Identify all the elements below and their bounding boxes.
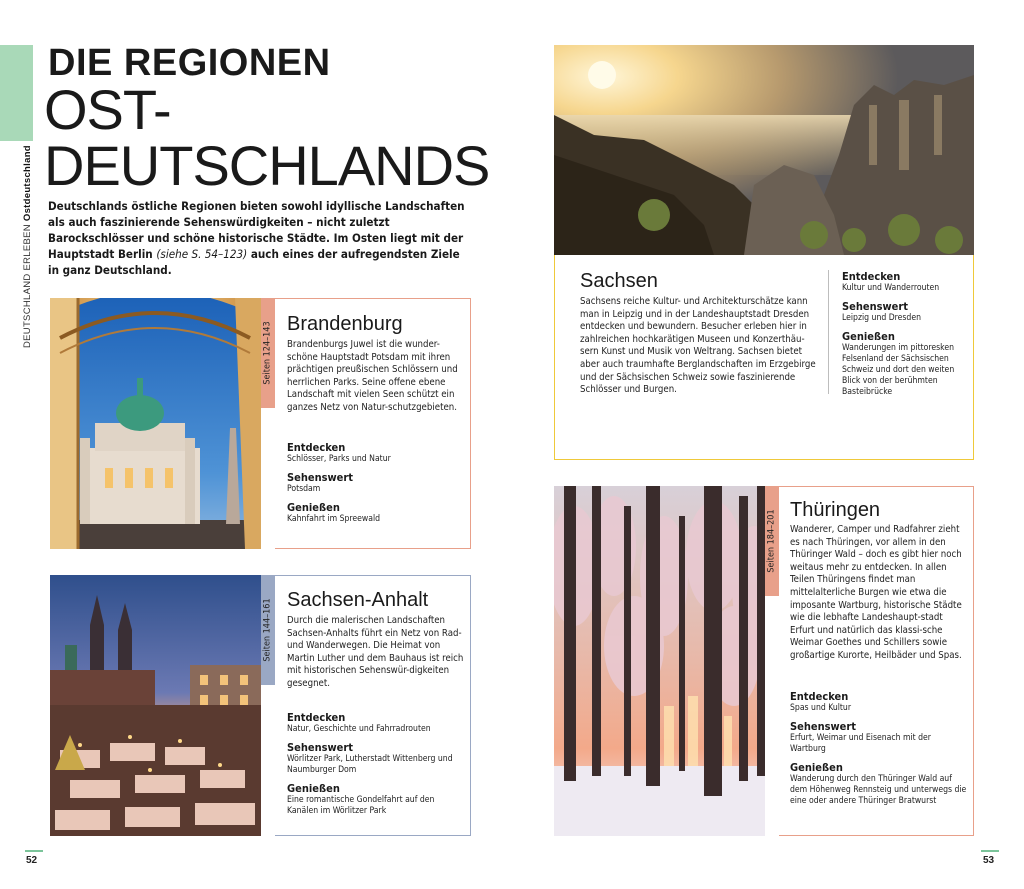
brandenburg-sehenswert-label: Sehenswert — [287, 471, 354, 484]
sachsen-anhalt-title: Sachsen-Anhalt — [287, 589, 429, 611]
sachsen-photo — [554, 45, 974, 255]
intro-page-ref: (siehe S. 54–123) — [156, 247, 248, 261]
sachsen-entdecken-label: Entdecken — [842, 270, 901, 283]
thueringen-title: Thüringen — [790, 499, 881, 521]
sachsen-anhalt-page-tab — [261, 575, 275, 685]
page-number-rule-right — [981, 850, 999, 852]
thueringen-sehenswert-label: Sehenswert — [790, 720, 857, 733]
thueringen-entdecken-label: Entdecken — [790, 690, 849, 703]
sachsen-geniessen-value: Wanderungen im pittoresken Felsenland der Sächsischen Schweiz und dort den weiten Blick von der berühmten Basteibrücke — [842, 343, 955, 397]
sachsen-desc: Sachsens reiche Kultur- und Architekturschätze kann man in Leipzig und in der Landeshauptstadt Dresden entdecken und bewundern. Besucher erleben hier in zahlreichen hochkarätigen Museen und Konzerthäu-sern Kunst und Musik von Weltrang. Sachsen bietet aber auch traumhafte Berglandschaften im Erzgebirge und der Sächsischen Schweiz sowie faszinierende Schlösser und Burgen. — [580, 296, 816, 396]
brandenburg-geniessen-label: Genießen — [287, 501, 340, 514]
page-number-right: 53 — [983, 855, 995, 866]
sachsen-anhalt-sehenswert-value: Wörlitzer Park, Lutherstadt Wittenberg und Naumburger Dom — [287, 754, 453, 775]
thueringen-geniessen-value: Wanderung durch den Thüringer Wald auf dem Höhenweg Rennsteig und unterwegs die eine oder andere Thüringer Bratwurst — [790, 774, 967, 806]
side-running-head — [22, 145, 33, 348]
page-title-line2: OST- — [44, 78, 171, 141]
thueringen-sehenswert-value: Erfurt, Weimar und Eisenach mit der Wartburg — [790, 733, 931, 754]
thueringen-pages: Seiten 184–201 — [767, 509, 777, 573]
running-head-bold: Ostdeutschland — [22, 145, 33, 222]
brandenburg-geniessen-value: Kahnfahrt im Spreewald — [287, 514, 381, 524]
running-head-light: DEUTSCHLAND ERLEBEN — [22, 224, 33, 348]
sachsen-sehenswert-value: Leipzig und Dresden — [842, 313, 922, 323]
sachsen-divider — [828, 270, 829, 394]
sachsen-anhalt-photo — [50, 575, 261, 836]
intro-text-1: Deutschlands östliche Regionen bieten sowohl idyllische Landschaften als auch faszinierende Sehenswürdigkeiten – nicht zuletzt Barockschlösser und schöne historische Städte. Im Osten liegt mit der Hauptstadt Berlin — [48, 199, 465, 261]
page-number-left: 52 — [26, 855, 38, 866]
sachsen-title: Sachsen — [580, 270, 658, 292]
section-tab — [0, 45, 33, 141]
sachsen-anhalt-entdecken-label: Entdecken — [287, 711, 346, 724]
brandenburg-sehenswert-value: Potsdam — [287, 484, 321, 494]
sachsen-anhalt-geniessen-value: Eine romantische Gondelfahrt auf den Kanälen im Wörlitzer Park — [287, 795, 435, 816]
sachsen-anhalt-pages: Seiten 144–161 — [263, 598, 273, 662]
sachsen-anhalt-entdecken-value: Natur, Geschichte und Fahrradrouten — [287, 724, 431, 734]
thueringen-photo — [554, 486, 765, 836]
thueringen-entdecken-value: Spas und Kultur — [790, 703, 852, 713]
page-number-rule-left — [25, 850, 43, 852]
sachsen-entdecken-value: Kultur und Wanderrouten — [842, 283, 940, 293]
intro-text-2: auch eines der aufregendsten Ziele in ganz Deutschland. — [48, 247, 460, 277]
thueringen-desc: Wanderer, Camper und Radfahrer zieht es nach Thüringen, vor allem in den Thüringer Wald – doch es gibt hier noch weitaus mehr zu entdecken. In allen Teilen Thüringens findet man mittelalterliche Burgen wie etwa die imposante Wartburg, historische Städte wie die lebhafte Landeshaupt-stadt Erfurt und natürlich das klassi-sche Weimar Goethes und Schillers sowie großartige Kurorte, Heilbäder und Spas. — [790, 524, 962, 661]
brandenburg-facts — [287, 441, 465, 531]
sachsen-facts — [842, 270, 966, 404]
intro-paragraph — [48, 198, 468, 278]
thueringen-page-tab — [765, 486, 779, 596]
brandenburg-entdecken-label: Entdecken — [287, 441, 346, 454]
brandenburg-entdecken-value: Schlösser, Parks und Natur — [287, 454, 391, 464]
thueringen-facts — [790, 690, 968, 813]
page-title-line1: DIE REGIONEN — [48, 42, 331, 84]
brandenburg-pages: Seiten 124–143 — [263, 321, 273, 385]
sachsen-geniessen-label: Genießen — [842, 330, 895, 343]
brandenburg-page-tab — [261, 298, 275, 408]
page-title-main — [44, 78, 490, 197]
page-title-line3: DEUTSCHLANDS — [44, 134, 490, 197]
brandenburg-photo — [50, 298, 261, 549]
sachsen-anhalt-sehenswert-label: Sehenswert — [287, 741, 354, 754]
brandenburg-desc: Brandenburgs Juwel ist die wunder-schöne Hauptstadt Potsdam mit ihren prächtigen preußischen Schlössern und herrlichen Parks. Seine offene ebene Landschaft mit vielen Seen schützt ein ganzes Netz von Natur-schutzgebieten. — [287, 339, 458, 413]
sachsen-anhalt-facts — [287, 711, 465, 823]
sachsen-anhalt-desc: Durch die malerischen Landschaften Sachsen-Anhalts führt ein Netz von Rad- und Wanderwegen. Die Heimat von Martin Luther und dem Bauhaus ist reich mit historischen Sehenswür-digkeiten gesegnet. — [287, 615, 464, 689]
brandenburg-title: Brandenburg — [287, 313, 403, 335]
sachsen-anhalt-geniessen-label: Genießen — [287, 782, 340, 795]
sachsen-sehenswert-label: Sehenswert — [842, 300, 909, 313]
thueringen-geniessen-label: Genießen — [790, 761, 843, 774]
